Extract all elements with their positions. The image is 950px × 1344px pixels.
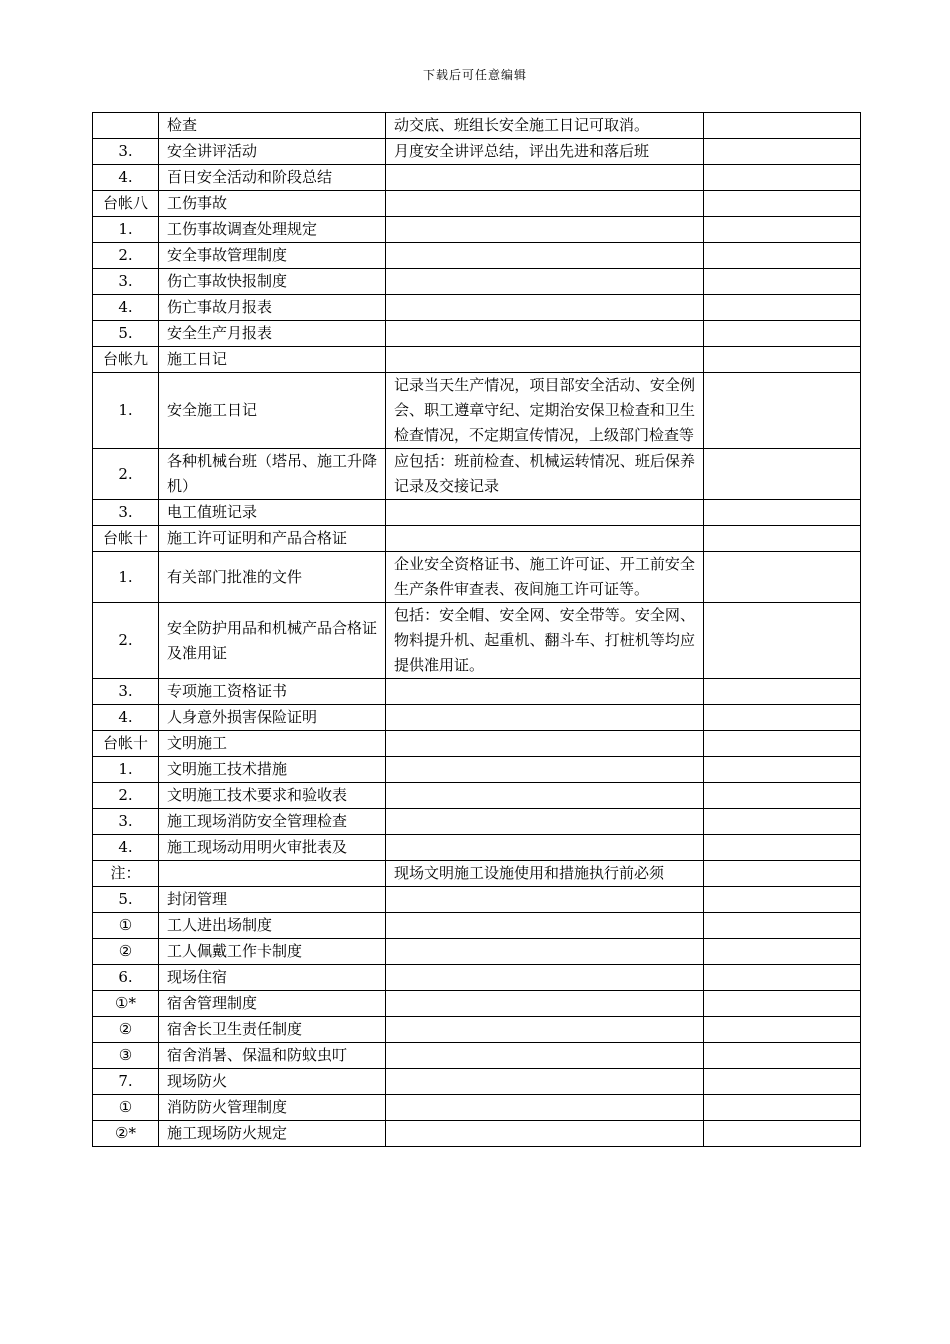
item-note-cell	[386, 835, 704, 861]
row-number-cell: 1.	[93, 373, 159, 449]
table-row	[93, 861, 861, 887]
row-number-cell: 1.	[93, 552, 159, 603]
table-row	[93, 757, 861, 783]
remarks-cell	[704, 835, 861, 861]
table-row	[93, 373, 861, 449]
row-number-cell: 台帐八	[93, 191, 159, 217]
table-row	[93, 269, 861, 295]
remarks-cell	[704, 552, 861, 603]
row-number-cell: 3.	[93, 269, 159, 295]
table-row	[93, 526, 861, 552]
remarks-cell	[704, 191, 861, 217]
table-row	[93, 603, 861, 679]
item-name-cell: 工伤事故调查处理规定	[159, 217, 386, 243]
remarks-cell	[704, 243, 861, 269]
item-note-cell	[386, 500, 704, 526]
remarks-cell	[704, 1095, 861, 1121]
remarks-cell	[704, 887, 861, 913]
table-row	[93, 1069, 861, 1095]
item-note-cell: 月度安全讲评总结，评出先进和落后班	[386, 139, 704, 165]
item-name-cell: 封闭管理	[159, 887, 386, 913]
item-note-cell	[386, 887, 704, 913]
table-row	[93, 139, 861, 165]
item-note-cell: 应包括：班前检查、机械运转情况、班后保养记录及交接记录	[386, 449, 704, 500]
row-number-cell: 2.	[93, 783, 159, 809]
remarks-cell	[704, 783, 861, 809]
row-number-cell: ③	[93, 1043, 159, 1069]
remarks-cell	[704, 500, 861, 526]
row-number-cell: ②*	[93, 1121, 159, 1147]
remarks-cell	[704, 113, 861, 139]
item-note-cell	[386, 243, 704, 269]
item-note-cell	[386, 1043, 704, 1069]
item-name-cell: 安全事故管理制度	[159, 243, 386, 269]
row-number-cell: 6.	[93, 965, 159, 991]
remarks-cell	[704, 139, 861, 165]
item-note-cell	[386, 965, 704, 991]
item-note-cell	[386, 731, 704, 757]
remarks-cell	[704, 1043, 861, 1069]
remarks-cell	[704, 269, 861, 295]
item-name-cell: 安全防护用品和机械产品合格证及准用证	[159, 603, 386, 679]
remarks-cell	[704, 809, 861, 835]
item-name-cell: 现场住宿	[159, 965, 386, 991]
item-name-cell: 专项施工资格证书	[159, 679, 386, 705]
ledger-table-body	[93, 113, 861, 1147]
item-note-cell: 现场文明施工设施使用和措施执行前必须	[386, 861, 704, 887]
remarks-cell	[704, 939, 861, 965]
item-name-cell: 有关部门批准的文件	[159, 552, 386, 603]
item-name-cell: 伤亡事故月报表	[159, 295, 386, 321]
remarks-cell	[704, 526, 861, 552]
remarks-cell	[704, 1069, 861, 1095]
item-note-cell	[386, 679, 704, 705]
item-name-cell: 工人佩戴工作卡制度	[159, 939, 386, 965]
row-number-cell: ②	[93, 939, 159, 965]
table-row	[93, 1017, 861, 1043]
item-note-cell	[386, 809, 704, 835]
remarks-cell	[704, 731, 861, 757]
ledger-table	[92, 112, 861, 1147]
item-name-cell: 工人进出场制度	[159, 913, 386, 939]
table-row	[93, 705, 861, 731]
remarks-cell	[704, 321, 861, 347]
row-number-cell: 3.	[93, 679, 159, 705]
remarks-cell	[704, 861, 861, 887]
row-number-cell	[93, 113, 159, 139]
row-number-cell: 台帐九	[93, 347, 159, 373]
row-number-cell: 3.	[93, 500, 159, 526]
item-note-cell	[386, 321, 704, 347]
row-number-cell: 4.	[93, 165, 159, 191]
item-name-cell: 现场防火	[159, 1069, 386, 1095]
table-row	[93, 1095, 861, 1121]
remarks-cell	[704, 913, 861, 939]
item-note-cell	[386, 295, 704, 321]
remarks-cell	[704, 449, 861, 500]
item-name-cell: 安全讲评活动	[159, 139, 386, 165]
item-note-cell	[386, 939, 704, 965]
item-name-cell: 各种机械台班（塔吊、施工升降机）	[159, 449, 386, 500]
item-note-cell	[386, 913, 704, 939]
item-note-cell	[386, 165, 704, 191]
item-note-cell	[386, 269, 704, 295]
item-name-cell: 文明施工技术措施	[159, 757, 386, 783]
item-name-cell: 宿舍长卫生责任制度	[159, 1017, 386, 1043]
item-name-cell: 检查	[159, 113, 386, 139]
page-header: 下载后可任意编辑	[422, 68, 527, 82]
item-name-cell: 文明施工	[159, 731, 386, 757]
row-number-cell: 4.	[93, 705, 159, 731]
remarks-cell	[704, 705, 861, 731]
remarks-cell	[704, 1017, 861, 1043]
item-name-cell: 施工现场防火规定	[159, 1121, 386, 1147]
item-name-cell: 人身意外损害保险证明	[159, 705, 386, 731]
item-name-cell: 电工值班记录	[159, 500, 386, 526]
remarks-cell	[704, 757, 861, 783]
item-name-cell: 百日安全活动和阶段总结	[159, 165, 386, 191]
table-row	[93, 1043, 861, 1069]
item-note-cell	[386, 783, 704, 809]
item-note-cell	[386, 191, 704, 217]
row-number-cell: 5.	[93, 321, 159, 347]
table-row	[93, 1121, 861, 1147]
table-row	[93, 165, 861, 191]
row-number-cell: 1.	[93, 757, 159, 783]
row-number-cell: ①	[93, 913, 159, 939]
table-row	[93, 679, 861, 705]
item-note-cell	[386, 991, 704, 1017]
row-number-cell: 2.	[93, 449, 159, 500]
remarks-cell	[704, 1121, 861, 1147]
table-row	[93, 809, 861, 835]
remarks-cell	[704, 965, 861, 991]
table-row	[93, 243, 861, 269]
row-number-cell: 7.	[93, 1069, 159, 1095]
row-number-cell: 2.	[93, 603, 159, 679]
row-number-cell: 3.	[93, 809, 159, 835]
item-note-cell	[386, 217, 704, 243]
table-row	[93, 449, 861, 500]
row-number-cell: ①	[93, 1095, 159, 1121]
remarks-cell	[704, 603, 861, 679]
table-row	[93, 347, 861, 373]
item-note-cell	[386, 347, 704, 373]
table-row	[93, 835, 861, 861]
table-row	[93, 939, 861, 965]
row-number-cell: 4.	[93, 835, 159, 861]
item-name-cell: 宿舍管理制度	[159, 991, 386, 1017]
item-name-cell: 施工现场动用明火审批表及	[159, 835, 386, 861]
table-row	[93, 113, 861, 139]
item-name-cell: 工伤事故	[159, 191, 386, 217]
remarks-cell	[704, 295, 861, 321]
row-number-cell: ②	[93, 1017, 159, 1043]
row-number-cell: 台帐十	[93, 526, 159, 552]
item-name-cell: 施工日记	[159, 347, 386, 373]
remarks-cell	[704, 679, 861, 705]
item-note-cell: 包括：安全帽、安全网、安全带等。安全网、物料提升机、起重机、翻斗车、打桩机等均应提供准用证。	[386, 603, 704, 679]
row-number-cell: 5.	[93, 887, 159, 913]
item-name-cell: 安全生产月报表	[159, 321, 386, 347]
remarks-cell	[704, 165, 861, 191]
table-row	[93, 295, 861, 321]
row-number-cell: 台帐十	[93, 731, 159, 757]
item-note-cell	[386, 1095, 704, 1121]
table-row	[93, 965, 861, 991]
row-number-cell: ①*	[93, 991, 159, 1017]
item-note-cell	[386, 1069, 704, 1095]
table-row	[93, 217, 861, 243]
row-number-cell: 1.	[93, 217, 159, 243]
item-note-cell: 动交底、班组长安全施工日记可取消。	[386, 113, 704, 139]
table-row	[93, 991, 861, 1017]
remarks-cell	[704, 373, 861, 449]
item-note-cell: 企业安全资格证书、施工许可证、开工前安全生产条件审查表、夜间施工许可证等。	[386, 552, 704, 603]
item-name-cell	[159, 861, 386, 887]
table-row	[93, 552, 861, 603]
table-row	[93, 783, 861, 809]
item-name-cell: 安全施工日记	[159, 373, 386, 449]
item-note-cell	[386, 757, 704, 783]
table-row	[93, 731, 861, 757]
item-note-cell	[386, 705, 704, 731]
item-name-cell: 施工现场消防安全管理检查	[159, 809, 386, 835]
remarks-cell	[704, 347, 861, 373]
table-row	[93, 191, 861, 217]
remarks-cell	[704, 217, 861, 243]
item-name-cell: 宿舍消暑、保温和防蚊虫叮	[159, 1043, 386, 1069]
item-name-cell: 文明施工技术要求和验收表	[159, 783, 386, 809]
table-row	[93, 887, 861, 913]
row-number-cell: 4.	[93, 295, 159, 321]
table-row	[93, 913, 861, 939]
item-note-cell	[386, 526, 704, 552]
remarks-cell	[704, 991, 861, 1017]
row-number-cell: 3.	[93, 139, 159, 165]
item-name-cell: 伤亡事故快报制度	[159, 269, 386, 295]
row-number-cell: 注：	[93, 861, 159, 887]
item-name-cell: 消防防火管理制度	[159, 1095, 386, 1121]
item-note-cell	[386, 1121, 704, 1147]
row-number-cell: 2.	[93, 243, 159, 269]
item-note-cell: 记录当天生产情况，项目部安全活动、安全例会、职工遵章守纪、定期治安保卫检查和卫生检查情况，不定期宣传情况，上级部门检查等	[386, 373, 704, 449]
table-row	[93, 500, 861, 526]
table-row	[93, 321, 861, 347]
item-name-cell: 施工许可证明和产品合格证	[159, 526, 386, 552]
item-note-cell	[386, 1017, 704, 1043]
